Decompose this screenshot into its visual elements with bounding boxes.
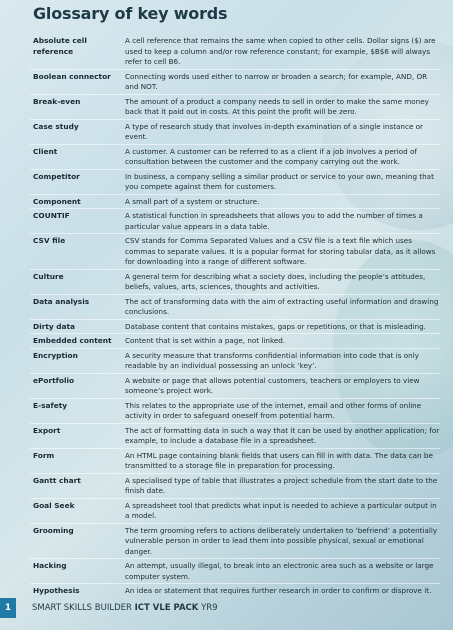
glossary-term: Hacking bbox=[33, 561, 67, 570]
glossary-term: E-safety bbox=[33, 400, 68, 410]
glossary-definition: Content that is set within a page, not linked. bbox=[125, 336, 286, 345]
glossary-term: Culture bbox=[33, 271, 64, 281]
glossary-definition: CSV stands for Comma Separated Values and a CSV file is a text file which uses commas to separate values. It is a popular format for storing tabular data, as it allows for downloading into a range of different software. bbox=[125, 236, 436, 266]
glossary-row bbox=[30, 348, 440, 373]
glossary-term: CSV file bbox=[33, 236, 66, 245]
glossary-definition: A spreadsheet tool that predicts what input is needed to achieve a particular output in a model. bbox=[125, 500, 437, 520]
glossary-term: Boolean connector bbox=[33, 71, 111, 81]
glossary-definition: An idea or statement that requires further research in order to confirm or disprove it. bbox=[125, 586, 432, 595]
glossary-row bbox=[30, 473, 440, 498]
glossary-definition: A website or page that allows potential customers, teachers or employers to view someone’s project work. bbox=[125, 375, 420, 395]
glossary-term: Grooming bbox=[33, 525, 74, 535]
glossary-definition: A specialised type of table that illustrates a project schedule from the start date to the finish date. bbox=[125, 475, 438, 495]
glossary-row bbox=[30, 194, 440, 209]
glossary-term: Dirty data bbox=[33, 321, 76, 331]
glossary-definition: A customer. A customer can be referred to as a client if a job involves a period of consultation between the customer and the company carrying out the work. bbox=[125, 146, 417, 166]
glossary-term: Component bbox=[33, 196, 81, 206]
glossary-term: Encryption bbox=[33, 350, 78, 360]
glossary-definition: This relates to the appropriate use of the internet, email and other forms of online activity in order to safeguard oneself from potential harm. bbox=[125, 400, 422, 420]
glossary-term: Export bbox=[33, 425, 61, 435]
glossary-definition: The act of transforming data with the aim of extracting useful information and drawing conclusions. bbox=[125, 296, 439, 316]
glossary-definition: The term grooming refers to actions deliberately undertaken to ‘befriend’ a potentially vulnerable person in order to lead them into possible physical, sexual or emotional danger. bbox=[125, 525, 438, 556]
glossary-row bbox=[30, 144, 440, 169]
glossary-row bbox=[30, 333, 440, 348]
glossary-definition: A security measure that transforms confidential information into code that is only readable by an individual possessing an unlock ‘key’. bbox=[125, 350, 419, 370]
glossary-row bbox=[30, 169, 440, 194]
glossary-term: Form bbox=[33, 450, 55, 460]
glossary-term: Embedded content bbox=[33, 336, 112, 345]
glossary-definition: The act of formatting data in such a way that it can be used by another application; for example, to include a database file in a spreadsheet. bbox=[125, 425, 440, 445]
glossary-term: Competitor bbox=[33, 171, 80, 181]
glossary-term: ePortfolio bbox=[33, 375, 75, 385]
glossary-row bbox=[30, 208, 440, 233]
glossary-row bbox=[30, 498, 440, 523]
glossary-row bbox=[30, 69, 440, 94]
glossary-row bbox=[30, 398, 440, 423]
glossary-definition: A statistical function in spreadsheets that allows you to add the number of times a particular value appears in a data table. bbox=[125, 211, 423, 231]
footer-product: ICT VLE PACK bbox=[134, 603, 199, 613]
glossary-term: Goal Seek bbox=[33, 500, 75, 510]
footer-series-text bbox=[32, 603, 218, 613]
glossary-term: Hypothesis bbox=[33, 586, 80, 595]
glossary-row bbox=[30, 523, 440, 559]
glossary-term: Absolute cell reference bbox=[33, 36, 87, 56]
glossary-table bbox=[30, 34, 440, 598]
glossary-row bbox=[30, 233, 440, 269]
page-title: Glossary of key words bbox=[33, 4, 228, 23]
glossary-definition: An attempt, usually illegal, to break into an electronic area such as a website or large computer system. bbox=[125, 561, 434, 581]
glossary-row bbox=[30, 94, 440, 119]
glossary-definition: A type of research study that involves in-depth examination of a single instance or event. bbox=[125, 121, 424, 141]
glossary-term: Case study bbox=[33, 121, 79, 131]
glossary-term: Gantt chart bbox=[33, 475, 81, 485]
footer-year: YR9 bbox=[201, 603, 218, 613]
glossary-row bbox=[30, 583, 440, 598]
glossary-definition: The amount of a product a company needs to sell in order to make the same money back that it paid out in costs. At this point the profit will be zero. bbox=[125, 96, 429, 116]
page-number: 1 bbox=[0, 598, 16, 618]
glossary-term: Client bbox=[33, 146, 58, 156]
glossary-definition: A small part of a system or structure. bbox=[125, 196, 260, 206]
footer-series: SMART SKILLS BUILDER bbox=[32, 603, 132, 613]
glossary-row bbox=[30, 373, 440, 398]
glossary-definition: A cell reference that remains the same when copied to other cells. Dollar signs ($) are used to keep a column and/or row reference constant; for example, $B$6 will always refer to cell B6. bbox=[125, 36, 436, 66]
glossary-row bbox=[30, 34, 440, 69]
glossary-row bbox=[30, 423, 440, 448]
glossary-row bbox=[30, 269, 440, 294]
glossary-row bbox=[30, 448, 440, 473]
glossary-term: Data analysis bbox=[33, 296, 90, 306]
glossary-definition: An HTML page containing blank fields that users can fill in with data. The data can be transmitted to a storage file in preparation for processing. bbox=[125, 450, 433, 470]
glossary-term: COUNTIF bbox=[33, 211, 70, 220]
glossary-row bbox=[30, 294, 440, 319]
page-footer bbox=[0, 598, 453, 622]
glossary-definition: Connecting words used either to narrow or broaden a search; for example, AND, OR and NOT. bbox=[125, 71, 428, 91]
glossary-term: Break-even bbox=[33, 96, 81, 106]
glossary-row bbox=[30, 119, 440, 144]
glossary-row bbox=[30, 319, 440, 334]
glossary-definition: In business, a company selling a similar product or service to your own, meaning that you compete against them for customers. bbox=[125, 171, 434, 191]
glossary-definition: Database content that contains mistakes, gaps or repetitions, or that is misleading. bbox=[125, 321, 426, 331]
glossary-row bbox=[30, 558, 440, 583]
glossary-definition: A general term for describing what a society does, including the people’s attitudes, beliefs, values, arts, sciences, thoughts and activities. bbox=[125, 271, 426, 291]
